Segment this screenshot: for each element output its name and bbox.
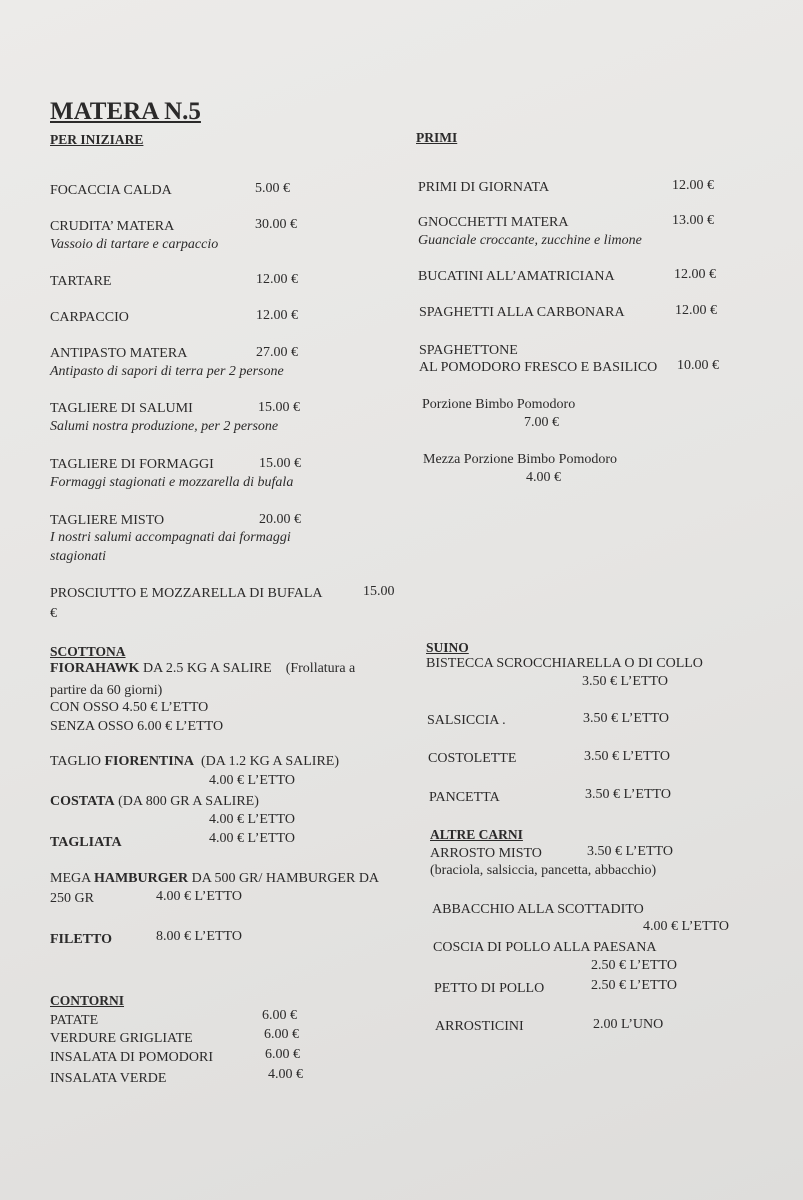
item-name: Porzione Bimbo Pomodoro: [422, 397, 576, 412]
item-name: HAMBURGER: [93, 871, 189, 886]
item-price: 5.00 €: [255, 181, 290, 196]
item-name: ARROSTICINI: [435, 1019, 524, 1034]
item-name: Mezza Porzione Bimbo Pomodoro: [423, 452, 618, 467]
item-price: 2.50 € L’ETTO: [591, 958, 677, 973]
item-price: 6.00 €: [265, 1047, 300, 1062]
section-heading-per-iniziare: PER INIZIARE: [50, 132, 144, 147]
item-price: 6.00 €: [264, 1027, 299, 1042]
item-price: 3.50 € L’ETTO: [587, 844, 673, 859]
item-name: COSTOLETTE: [428, 751, 517, 766]
item-price: 4.00 € L’ETTO: [156, 889, 242, 904]
item-name: COSCIA DI POLLO ALLA PAESANA: [433, 940, 657, 955]
item-price: 4.00 € L’ETTO: [209, 812, 295, 827]
item-name: BISTECCA SCROCCHIARELLA O DI COLLO: [426, 656, 703, 671]
section-heading-scottona: SCOTTONA: [50, 644, 126, 659]
item-price: 15.00 €: [258, 400, 300, 415]
item-name: FIORENTINA: [104, 754, 194, 769]
item-price: 3.50 € L’ETTO: [585, 787, 671, 802]
item-desc: Salumi nostra produzione, per 2 persone: [50, 419, 279, 434]
item-name: ANTIPASTO MATERA: [50, 346, 188, 361]
item-price: 4.00 € L’ETTO: [209, 831, 295, 846]
item-price: 12.00 €: [672, 178, 714, 193]
item-name: FIORAHAWK: [50, 661, 140, 676]
item-name: PANCETTA: [429, 790, 500, 805]
item-price: 12.00 €: [256, 308, 298, 323]
item-price: 2.50 € L’ETTO: [591, 978, 677, 993]
item-name: SPAGHETTI ALLA CARBONARA: [419, 305, 625, 320]
item-price: 4.00 € L’ETTO: [643, 919, 729, 934]
item-price: 6.00 €: [262, 1008, 297, 1023]
item-price: 8.00 € L’ETTO: [156, 929, 242, 944]
item-price: 4.00 €: [526, 470, 561, 485]
item-name: PATATE: [50, 1013, 99, 1028]
item-price: 12.00 €: [674, 267, 716, 282]
item-desc: stagionati: [50, 549, 107, 564]
item-price-currency: €: [50, 606, 57, 621]
item-price: 2.00 L’UNO: [593, 1017, 664, 1032]
item-detail: DA 500 GR/ HAMBURGER DA: [188, 871, 380, 886]
item-name: CARPACCIO: [50, 310, 129, 325]
item-name-prefix: TAGLIO: [50, 754, 105, 769]
fiorahawk-line: [50, 660, 355, 677]
item-detail: 250 GR: [50, 891, 94, 906]
item-name: PRIMI DI GIORNATA: [418, 180, 550, 195]
item-price: 10.00 €: [677, 358, 719, 373]
item-name: SALSICCIA .: [427, 713, 506, 728]
item-name-cont: AL POMODORO FRESCO E BASILICO: [419, 360, 658, 375]
item-name: INSALATA VERDE: [50, 1071, 167, 1086]
item-name: PETTO DI POLLO: [434, 981, 545, 996]
item-name: TARTARE: [50, 274, 112, 289]
section-heading-altre-carni: ALTRE CARNI: [430, 827, 523, 842]
item-price: 12.00 €: [256, 272, 298, 287]
item-name: ARROSTO MISTO: [430, 846, 542, 861]
item-name: INSALATA DI POMODORI: [50, 1050, 213, 1065]
item-detail: partire da 60 giorni): [50, 683, 163, 698]
item-price: 15.00: [363, 584, 395, 599]
item-price: 13.00 €: [672, 213, 714, 228]
item-name: COSTATA: [50, 794, 115, 809]
item-price: CON OSSO 4.50 € L’ETTO: [50, 700, 209, 715]
item-detail: (DA 800 GR A SALIRE): [114, 794, 259, 809]
item-price: 27.00 €: [256, 345, 298, 360]
item-name: ABBACCHIO ALLA SCOTTADITO: [432, 902, 644, 917]
item-desc: Formaggi stagionati e mozzarella di bufala: [50, 475, 294, 490]
item-name: TAGLIERE DI FORMAGGI: [50, 457, 214, 472]
item-desc: Guanciale croccante, zucchine e limone: [418, 233, 642, 248]
item-price: 3.50 € L’ETTO: [583, 711, 669, 726]
item-price: 7.00 €: [524, 415, 559, 430]
costata-line: [50, 793, 259, 810]
item-name-prefix: MEGA: [50, 871, 94, 886]
section-heading-primi: PRIMI: [416, 130, 458, 145]
item-price: SENZA OSSO 6.00 € L’ETTO: [50, 719, 224, 734]
menu-title: MATERA N.5: [50, 98, 201, 125]
item-price: 15.00 €: [259, 456, 301, 471]
fiorentina-line: [50, 753, 339, 770]
item-desc: (braciola, salsiccia, pancetta, abbacchio): [430, 863, 657, 878]
section-heading-contorni: CONTORNI: [50, 993, 125, 1008]
item-name: TAGLIERE MISTO: [50, 513, 165, 528]
item-desc: Vassoio di tartare e carpaccio: [50, 237, 219, 252]
item-name: BUCATINI ALL’AMATRICIANA: [418, 269, 615, 284]
item-price: 20.00 €: [259, 512, 301, 527]
item-price: 3.50 € L’ETTO: [582, 674, 668, 689]
item-name: TAGLIATA: [50, 835, 122, 850]
item-name: SPAGHETTONE: [419, 343, 518, 358]
item-name: PROSCIUTTO E MOZZARELLA DI BUFALA: [50, 586, 323, 601]
item-price: 3.50 € L’ETTO: [584, 749, 670, 764]
item-price: 30.00 €: [255, 217, 297, 232]
item-name: FOCACCIA CALDA: [50, 183, 172, 198]
hamburger-line: [50, 870, 379, 887]
item-price: 4.00 € L’ETTO: [209, 773, 295, 788]
item-detail: (DA 1.2 KG A SALIRE): [193, 754, 340, 769]
item-name: CRUDITA’ MATERA: [50, 219, 175, 234]
item-name: GNOCCHETTI MATERA: [418, 215, 569, 230]
item-price: 4.00 €: [268, 1067, 303, 1082]
item-desc: Antipasto di sapori di terra per 2 persone: [50, 364, 284, 379]
item-name: FILETTO: [50, 932, 112, 947]
item-desc: I nostri salumi accompagnati dai formaggi: [50, 530, 291, 545]
item-name: TAGLIERE DI SALUMI: [50, 401, 193, 416]
section-heading-suino: SUINO: [426, 640, 469, 655]
item-name: VERDURE GRIGLIATE: [50, 1031, 193, 1046]
item-detail: DA 2.5 KG A SALIRE (Frollatura a: [139, 661, 356, 676]
item-price: 12.00 €: [675, 303, 717, 318]
